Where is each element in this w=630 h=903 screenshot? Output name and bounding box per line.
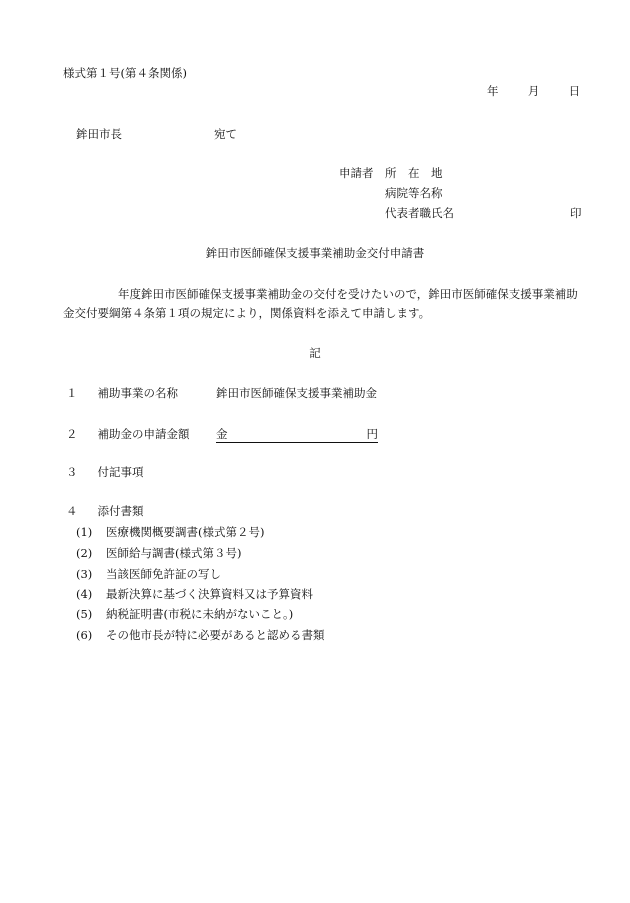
attachment-1 — [76, 524, 264, 540]
attachment-number: (6) — [76, 628, 93, 642]
attachment-6 — [76, 627, 325, 643]
item-2-number: ２ — [66, 427, 78, 441]
item-1-number: １ — [66, 386, 78, 400]
item-1-label: 補助事業の名称 — [97, 386, 178, 400]
item-1 — [66, 385, 178, 401]
applicant-label: 申請者 — [339, 166, 374, 180]
form-number: 様式第１号(第４条関係) — [63, 66, 187, 80]
attachment-2 — [76, 545, 241, 561]
address-label: 所 在 地 — [385, 166, 443, 180]
item-2 — [66, 426, 190, 442]
item-3-label: 付記事項 — [97, 465, 144, 479]
attachment-text: 医師給与調書(様式第３号) — [106, 546, 242, 560]
item-4 — [66, 503, 144, 519]
date-month: 月 — [527, 84, 540, 98]
representative-label: 代表者職氏名 — [385, 206, 454, 220]
item-2-label: 補助金の申請金額 — [97, 427, 190, 441]
attachment-4 — [76, 586, 313, 602]
attachment-text: 納税証明書(市税に未納がないこと。) — [106, 607, 294, 621]
amount-suffix: 円 — [366, 427, 378, 441]
attachment-text: 最新決算に基づく決算資料又は予算資料 — [106, 587, 313, 601]
attachment-text: 医療機関概要調書(様式第２号) — [106, 525, 265, 539]
date-line — [487, 83, 580, 99]
attachment-number: (1) — [76, 525, 93, 539]
ki-heading: 記 — [309, 346, 321, 360]
document-title: 鉾田市医師確保支援事業補助金交付申請書 — [205, 246, 425, 260]
item-4-number: ４ — [66, 504, 78, 518]
date-year: 年 — [487, 84, 499, 98]
amount-field — [216, 426, 378, 443]
date-day: 日 — [568, 84, 581, 98]
item-1-value: 鉾田市医師確保支援事業補助金 — [216, 386, 377, 400]
body-line-1: 年度鉾田市医師確保支援事業補助金の交付を受けたいので，鉾田市医師確保支援事業補助 — [118, 287, 578, 301]
hospital-name-label: 病院等名称 — [385, 186, 443, 200]
item-3 — [66, 464, 144, 480]
recipient-suffix: 宛て — [214, 127, 237, 141]
item-4-label: 添付書類 — [97, 504, 144, 518]
amount-prefix: 金 — [216, 427, 228, 441]
attachment-number: (5) — [76, 607, 93, 621]
attachment-5 — [76, 606, 293, 622]
body-line-2: 金交付要綱第４条第１項の規定により，関係資料を添えて申請します。 — [63, 306, 431, 320]
attachment-text: その他市長が特に必要があると認める書類 — [106, 628, 325, 642]
attachment-number: (3) — [76, 567, 93, 581]
attachment-text: 当該医師免許証の写し — [106, 567, 221, 581]
item-3-number: ３ — [66, 465, 78, 479]
attachment-3 — [76, 566, 221, 582]
attachment-number: (4) — [76, 587, 93, 601]
recipient-name: 鉾田市長 — [76, 127, 122, 141]
seal-mark: 印 — [570, 206, 582, 220]
attachment-number: (2) — [76, 546, 93, 560]
